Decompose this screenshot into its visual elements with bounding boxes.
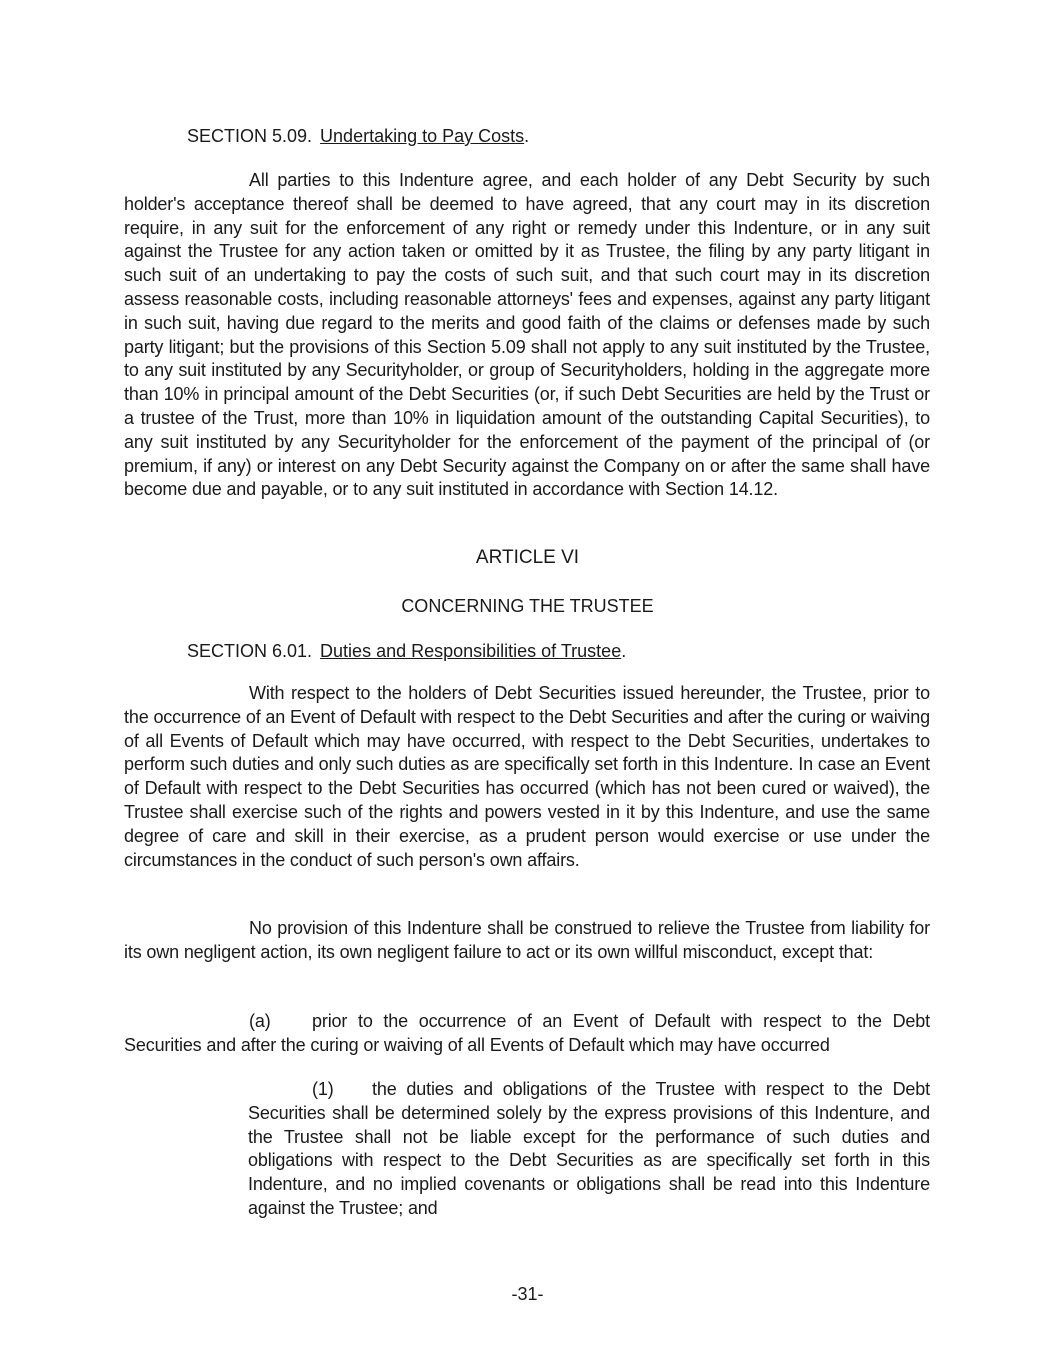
article-subheading: CONCERNING THE TRUSTEE	[401, 596, 654, 616]
clause-a-marker: (a)	[249, 1011, 271, 1031]
section-6-01-paragraph-2: No provision of this Indenture shall be construed to relieve the Trustee from liability for its own negligent action, its own negligent failure to act or its own willful misconduct, except that:	[124, 918, 930, 962]
section-6-01-number: SECTION 6.01.	[187, 641, 313, 661]
section-6-01-heading	[187, 639, 626, 663]
section-5-09-heading	[187, 124, 529, 148]
section-6-01-title: Duties and Responsibilities of Trustee	[320, 641, 622, 661]
clause-a-text: prior to the occurrence of an Event of Default with respect to the Debt Securities and after the curing or waiving of all Events of Default which may have occurred	[124, 1011, 930, 1055]
section-5-09-body: All parties to this Indenture agree, and each holder of any Debt Security by such holder's acceptance thereof shall be deemed to have agreed, that any court may in its discretion require, in any suit for the enforcement of any right or remedy under this Indenture, or in any suit against the Trustee for any action taken or omitted by it as Trustee, the filing by any party litigant in such suit of an undertaking to pay the costs of such suit, and that such court may in its discretion assess reasonable costs, including reasonable attorneys' fees and expenses, against any party litigant in such suit, having due regard to the merits and good faith of the claims or defenses made by such party litigant; but the provisions of this Section 5.09 shall not apply to any suit instituted by the Trustee, to any suit instituted by any Securityholder, or group of Securityholders, holding in the aggregate more than 10% in principal amount of the Debt Securities (or, if such Debt Securities are held by the Trust or a trustee of the Trust, more than 10% in liquidation amount of the outstanding Capital Securities), to any suit instituted by any Securityholder for the enforcement of the payment of the principal of (or premium, if any) or interest on any Debt Security against the Company on or after the same shall have become due and payable, or to any suit instituted in accordance with Section 14.12.	[124, 170, 930, 500]
clause-1-marker: (1)	[312, 1079, 334, 1099]
clause-1-text: the duties and obligations of the Trustee with respect to the Debt Securities shall be determined solely by the express provisions of this Indenture, and the Trustee shall not be liable except for the performance of such duties and obligations with respect to the Debt Securities as are specifically set forth in this Indenture, and no implied covenants or obligations shall be read into this Indenture against the Trustee; and	[248, 1079, 930, 1218]
page-number: -31-	[511, 1284, 544, 1304]
article-heading: ARTICLE VI	[475, 547, 580, 568]
clause-a	[124, 1010, 930, 1058]
section-6-01-paragraph-1: With respect to the holders of Debt Securities issued hereunder, the Trustee, prior to the occurrence of an Event of Default with respect to the Debt Securities and after the curing or waiving of all Events of Default which may have occurred, with respect to the Debt Securities, undertakes to perform such duties and only such duties as are specifically set forth in this Indenture. In case an Event of Default with respect to the Debt Securities has occurred (which has not been cured or waived), the Trustee shall exercise such of the rights and powers vested in it by this Indenture, and use the same degree of care and skill in their exercise, as a prudent person would exercise or use under the circumstances in the conduct of such person's own affairs.	[124, 683, 930, 870]
section-5-09-punct: .	[524, 126, 530, 146]
section-6-01-punct: .	[621, 641, 627, 661]
section-5-09-number: SECTION 5.09.	[187, 126, 313, 146]
section-5-09-title: Undertaking to Pay Costs	[320, 126, 525, 146]
clause-1	[248, 1078, 930, 1221]
